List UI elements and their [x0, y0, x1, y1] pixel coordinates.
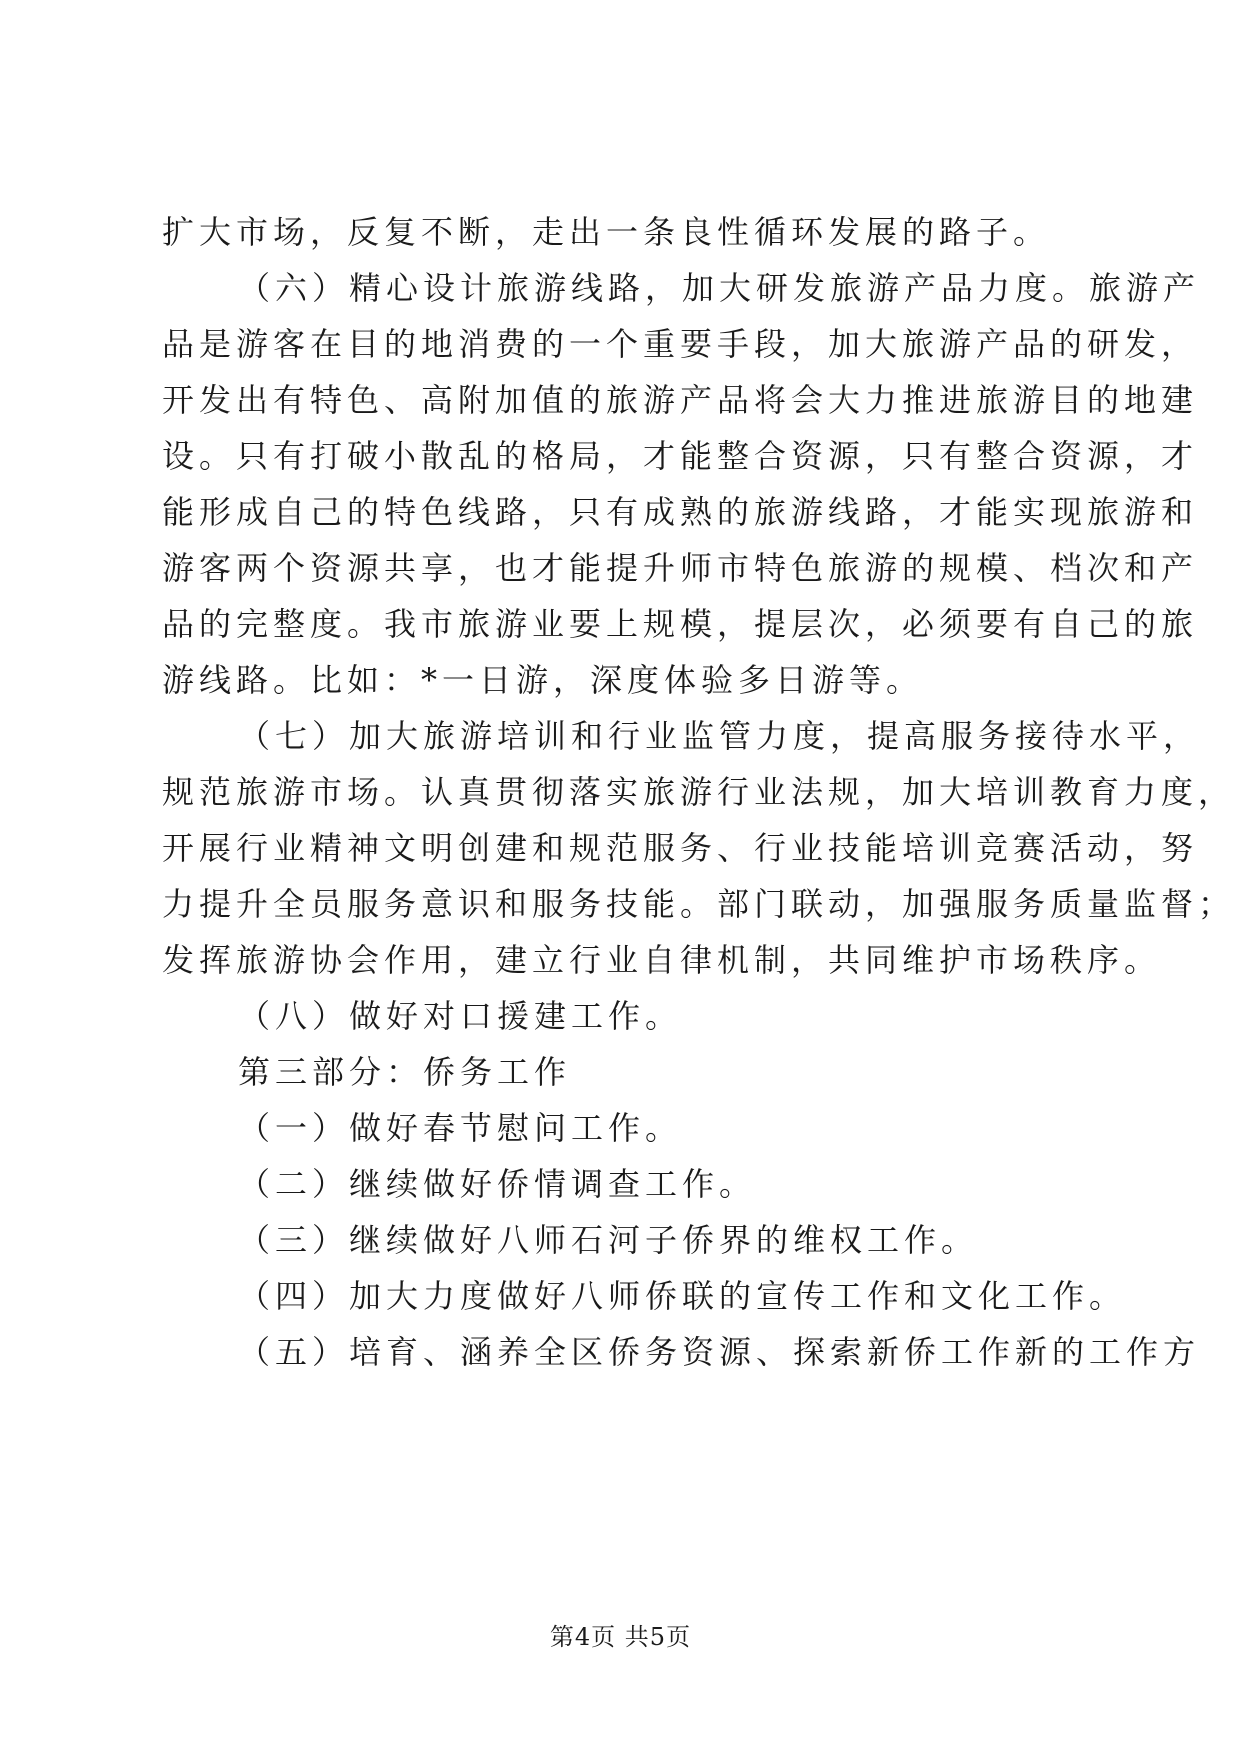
paragraph-line: （六）精心设计旅游线路，加大研发旅游产品力度。旅游产 [238, 269, 1201, 307]
page-number-footer: 第4页 共5页 [549, 1623, 692, 1651]
paragraph-line: 品的完整度。我市旅游业要上规模，提层次，必须要有自己的旅 [162, 605, 1199, 643]
paragraph-line: 能形成自己的特色线路，只有成熟的旅游线路，才能实现旅游和 [162, 493, 1199, 531]
paragraph-line: 游线路。比如：*一日游，深度体验多日游等。 [162, 661, 924, 699]
paragraph-line: 设。只有打破小散乱的格局，才能整合资源，只有整合资源，才 [162, 437, 1199, 475]
paragraph-line: （七）加大旅游培训和行业监管力度，提高服务接待水平， [238, 717, 1201, 755]
paragraph-line: 力提升全员服务意识和服务技能。部门联动，加强服务质量监督； [162, 885, 1236, 923]
paragraph-line: 规范旅游市场。认真贯彻落实旅游行业法规，加大培训教育力度， [162, 773, 1236, 811]
paragraph-line: （五）培育、涵养全区侨务资源、探索新侨工作新的工作方 [238, 1333, 1201, 1371]
paragraph-line: （八）做好对口援建工作。 [238, 997, 683, 1035]
paragraph-line: （四）加大力度做好八师侨联的宣传工作和文化工作。 [238, 1277, 1127, 1315]
paragraph-line: （二）继续做好侨情调查工作。 [238, 1165, 757, 1203]
paragraph-line: 开展行业精神文明创建和规范服务、行业技能培训竞赛活动，努 [162, 829, 1199, 867]
section-heading: 第三部分：侨务工作 [238, 1053, 572, 1091]
paragraph-line: （一）做好春节慰问工作。 [238, 1109, 683, 1147]
paragraph-line: 扩大市场，反复不断，走出一条良性循环发展的路子。 [162, 213, 1051, 251]
paragraph-line: （三）继续做好八师石河子侨界的维权工作。 [238, 1221, 979, 1259]
paragraph-line: 游客两个资源共享，也才能提升师市特色旅游的规模、档次和产 [162, 549, 1199, 587]
paragraph-line: 品是游客在目的地消费的一个重要手段，加大旅游产品的研发， [162, 325, 1199, 363]
paragraph-line: 开发出有特色、高附加值的旅游产品将会大力推进旅游目的地建 [162, 381, 1199, 419]
paragraph-line: 发挥旅游协会作用，建立行业自律机制，共同维护市场秩序。 [162, 941, 1162, 979]
